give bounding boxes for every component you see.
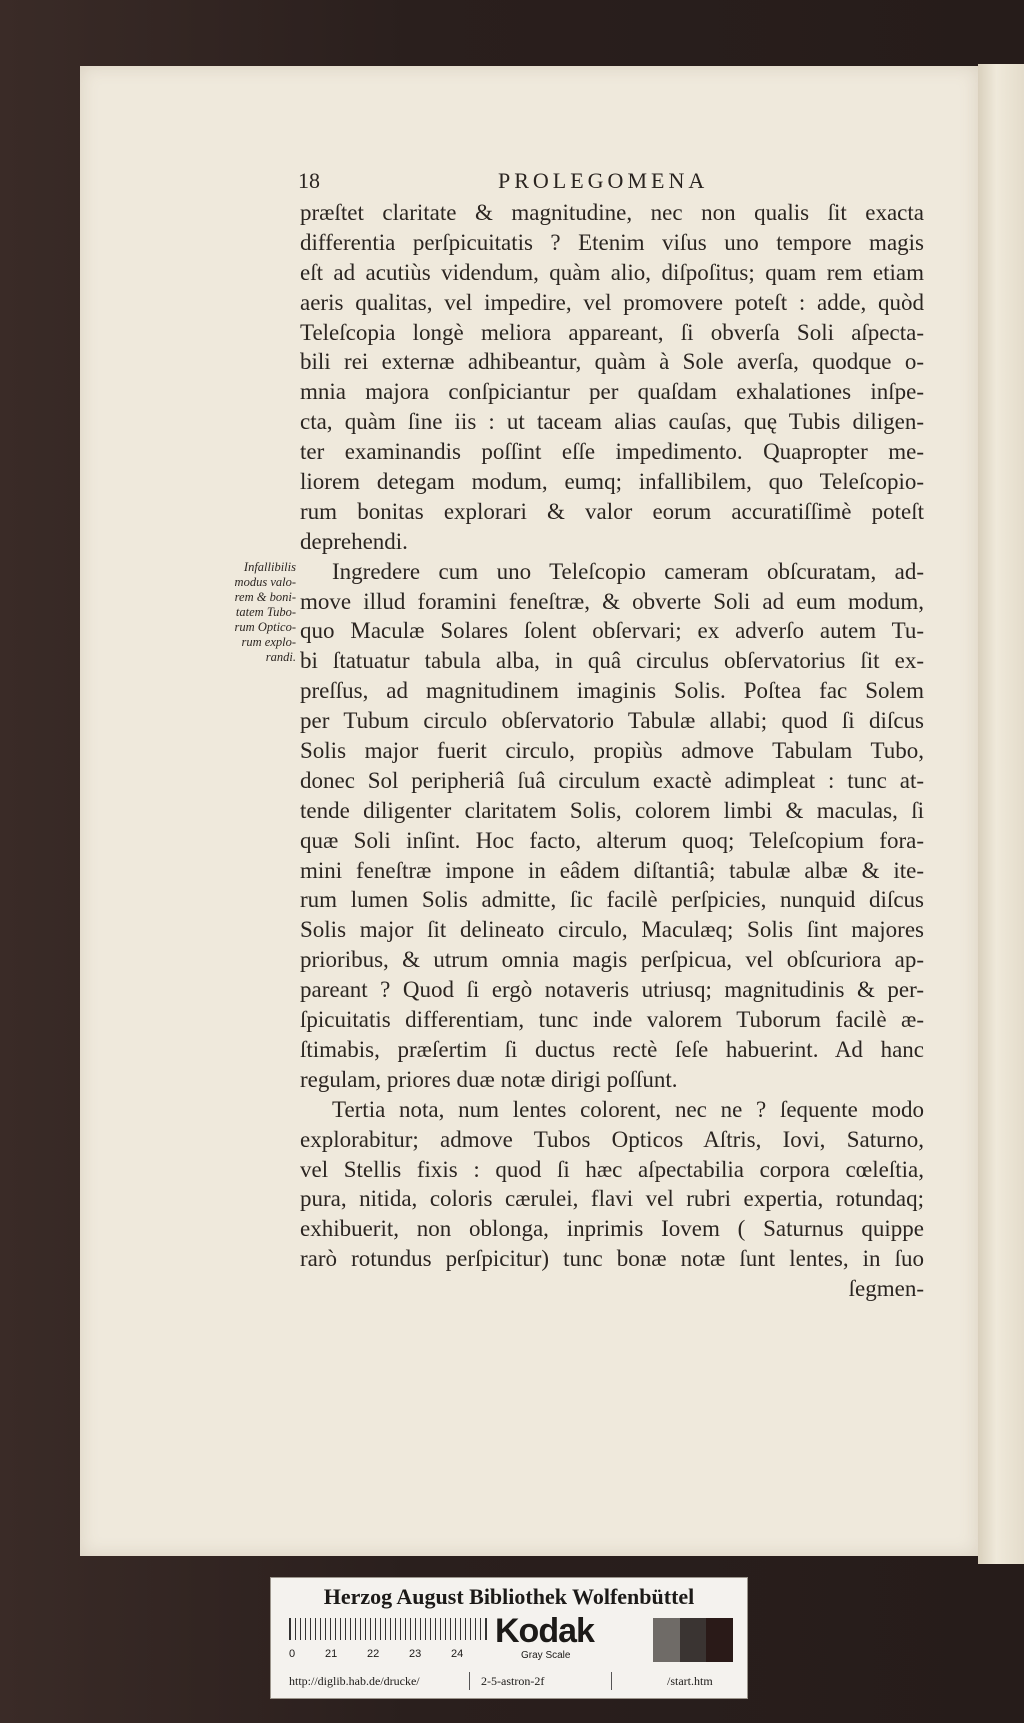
- kodak-subtitle: Gray Scale: [521, 1650, 571, 1661]
- divider: [611, 1672, 612, 1690]
- ruler-ticks: [289, 1618, 487, 1640]
- gray-patch: [653, 1618, 680, 1662]
- ruler-label: 21: [325, 1648, 338, 1660]
- margin-note-line: modus valo-: [234, 575, 296, 589]
- text-line: mini feneſtræ impone in eâdem diſtantiâ; tabulæ albæ & ite-: [300, 857, 924, 883]
- text-line: ter examinandis poſſint eſſe impedimento. Quapropter me-: [300, 439, 924, 465]
- stamp-shelfmark: 2-5-astron-2f: [481, 1674, 545, 1688]
- text-line: rarò rotundus perſpicitur) tunc bonæ notæ ſunt lentes, in ſuo: [300, 1246, 924, 1272]
- text-line: bili rei externæ adhibeantur, quàm à Sole averſa, quodque o-: [300, 349, 924, 375]
- text-line: mnia majora conſpiciantur per quaſdam exhalationes inſpe-: [300, 379, 924, 405]
- text-line: rum bonitas explorari & valor eorum accuratiſſimè poteſt: [300, 498, 924, 524]
- text-line: regulam, priores duæ notæ dirigi poſſunt.: [300, 1066, 678, 1092]
- text-line: vel Stellis fixis : quod ſi hæc aſpectabilia corpora cœleſtia,: [300, 1156, 924, 1182]
- text-line: Tertia nota, num lentes colorent, nec ne ? ſequente modo: [332, 1096, 924, 1122]
- library-name: Herzog August Bibliothek Wolfenbüttel: [323, 1584, 695, 1609]
- text-line: rum lumen Solis admitte, ſic facilè perſpicies, nunquid diſcus: [300, 887, 924, 913]
- body-text: [300, 198, 924, 1304]
- ruler-label: 22: [367, 1648, 380, 1660]
- text-line: deprehendi.: [300, 528, 408, 554]
- text-line: quæ Soli inſint. Hoc facto, alterum quoq; Teleſcopium fora-: [300, 827, 924, 853]
- text-line: prioribus, & utrum omnia magis perſpicua, vel obſcuriora ap-: [300, 947, 924, 973]
- text-line: quo Maculæ Solares ſolent obſervari; ex adverſo autem Tu-: [300, 618, 924, 644]
- text-line: eſt ad acutiùs videndum, quàm alio, diſpoſitus; quam rem etiam: [300, 259, 924, 285]
- text-line: pareant ? Quod ſi ergò notaveris utriusq; magnitudinis & per-: [300, 977, 924, 1003]
- divider: [469, 1672, 470, 1690]
- margin-note-line: rum Optico-: [234, 620, 296, 634]
- text-line: præſtet claritate & magnitudine, nec non qualis ſit exacta: [300, 200, 924, 225]
- gray-patch: [706, 1618, 733, 1662]
- ruler-scale: [289, 1618, 485, 1648]
- margin-note-line: tatem Tubo-: [235, 605, 296, 619]
- ruler-label: 24: [451, 1648, 464, 1660]
- gray-scale-patches: [653, 1618, 733, 1662]
- text-line: ſtimabis, præſertim ſi ductus rectè ſeſe habuerint. Ad hanc: [300, 1036, 924, 1062]
- margin-note-line: rum explo-: [241, 635, 296, 649]
- text-line: Solis major fuerit circulo, propiùs admove Tabulam Tubo,: [300, 738, 924, 764]
- text-line: liorem detegam modum, eumq; infallibilem, quo Teleſcopio-: [300, 469, 924, 495]
- text-line: donec Sol peripheriâ ſuâ circulum exactè adimpleat : tunc at-: [300, 767, 924, 793]
- text-line: move illud foramini feneſtræ, & obverte Soli ad eum modum,: [300, 588, 924, 614]
- text-line: pura, nitida, coloris cærulei, flavi vel rubri expertia, rotundaq;: [300, 1186, 924, 1212]
- library-stamp: [270, 1577, 748, 1699]
- ruler-label: 0: [289, 1648, 296, 1660]
- kodak-logo: Kodak: [495, 1612, 594, 1650]
- stamp-footer: [271, 1672, 747, 1692]
- page-header: [298, 168, 758, 196]
- running-title: PROLEGOMENA: [498, 168, 709, 193]
- ruler-label: 23: [409, 1648, 422, 1660]
- facing-page-edge: [978, 64, 1024, 1564]
- text-line: per Tubum circulo obſervatorio Tabulæ allabi; quod ſi diſcus: [300, 708, 924, 734]
- text-line: aeris qualitas, vel impedire, vel promovere poteſt : adde, quòd: [300, 289, 924, 315]
- text-line: tende diligenter claritatem Solis, colorem limbi & maculas, ſi: [300, 797, 924, 823]
- text-line: differentia perſpicuitatis ? Etenim viſus uno tempore magis: [300, 229, 924, 255]
- text-line: Ingredere cum uno Teleſcopio cameram obſcuratam, ad-: [332, 558, 924, 584]
- margin-note-line: randi.: [265, 650, 296, 664]
- ruler-labels: [289, 1648, 489, 1662]
- stamp-start: /start.htm: [667, 1674, 713, 1688]
- catchword: ſegmen-: [848, 1276, 924, 1302]
- margin-note-line: Infallibilis: [243, 560, 296, 574]
- margin-note-line: rem & boni-: [234, 590, 296, 604]
- page-number: 18: [298, 168, 320, 193]
- text-line: exhibuerit, non oblonga, inprimis Iovem ( Saturnus quippe: [300, 1216, 924, 1242]
- text-line: Solis major ſit delineato circulo, Maculæq; Solis ſint majores: [300, 917, 924, 943]
- text-line: ſpicuitatis differentiam, tunc inde valorem Tuborum facilè æ-: [300, 1007, 924, 1033]
- stamp-url: http://diglib.hab.de/drucke/: [289, 1674, 420, 1688]
- margin-note: [212, 560, 296, 665]
- text-line: cta, quàm ſine iis : ut taceam alias cauſas, quę Tubis diligen-: [300, 409, 924, 435]
- gray-patch: [680, 1618, 707, 1662]
- text-line: bi ſtatuatur tabula alba, in quâ circulus obſervatorius ſit ex-: [300, 648, 924, 674]
- text-line: preſſus, ad magnitudinem imaginis Solis. Poſtea fac Solem: [300, 678, 924, 704]
- text-line: explorabitur; admove Tubos Opticos Aſtris, Iovi, Saturno,: [300, 1126, 924, 1152]
- text-line: Teleſcopia longè meliora appareant, ſi obverſa Soli aſpecta-: [300, 319, 924, 345]
